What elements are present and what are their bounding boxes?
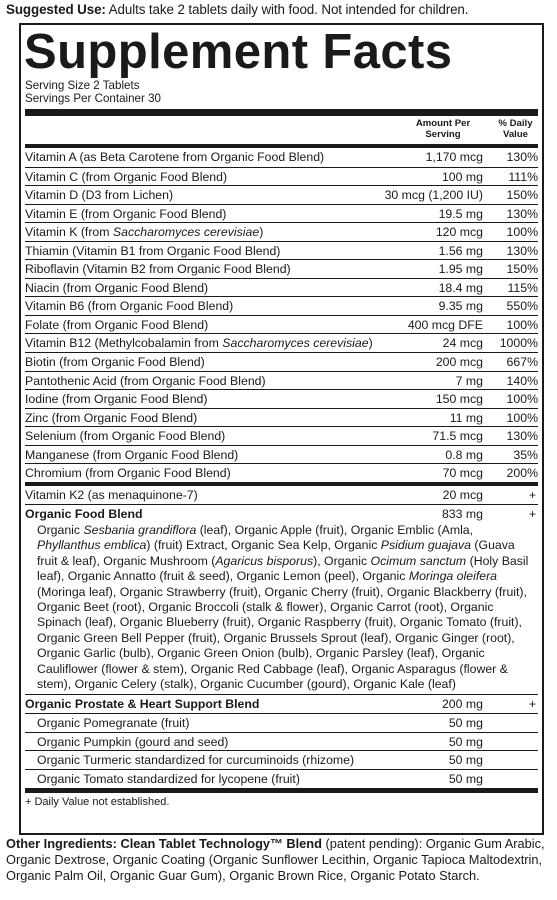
nutrient-name: Vitamin K (from Saccharomyces cerevisiae) [25, 225, 264, 240]
nutrient-amount: 20 mcg [442, 487, 483, 502]
nutrient-dv: 100% [506, 317, 538, 332]
nutrient-name: Thiamin (Vitamin B1 from Organic Food Blend) [25, 243, 281, 258]
nutrient-dv: 111% [508, 169, 538, 184]
blend-dv: + [528, 507, 536, 522]
table-row [25, 148, 538, 167]
table-row [25, 389, 538, 408]
nutrient-name: Manganese (from Organic Food Blend) [25, 447, 239, 462]
panel-title: Supplement Facts [24, 25, 453, 79]
table-row [25, 259, 538, 278]
ingredient-name: Organic Pomegranate (fruit) [37, 715, 190, 730]
nutrient-dv: 100% [506, 410, 538, 425]
nutrient-amount: 120 mcg [435, 225, 483, 240]
nutrient-dv: 140% [506, 373, 538, 388]
blend-amount: 200 mg [441, 697, 483, 712]
ingredient-amount: 50 mg [448, 771, 483, 786]
table-row [25, 371, 538, 390]
nutrient-amount: 1.56 mg [438, 243, 483, 258]
nutrient-amount: 18.4 mg [438, 280, 483, 295]
nutrient-dv: 667% [506, 355, 538, 370]
nutrient-dv: 1000% [499, 336, 538, 351]
table-row [25, 769, 538, 788]
nutrient-dv: 150% [506, 262, 538, 277]
header-amount: Amount Per Serving [415, 118, 471, 140]
nutrient-amount: 200 mcg [435, 355, 483, 370]
table-row [25, 408, 538, 427]
nutrient-name: Vitamin C (from Organic Food Blend) [25, 169, 228, 184]
table-row [25, 352, 538, 371]
nutrient-amount: 9.35 mg [438, 299, 483, 314]
nutrient-name: Vitamin A (as Beta Carotene from Organic Food Blend) [25, 150, 325, 164]
nutrient-name: Pantothenic Acid (from Organic Food Blend) [25, 373, 266, 388]
table-row [25, 296, 538, 315]
nutrient-dv: 35% [513, 447, 538, 462]
nutrient-amount: 100 mg [441, 169, 483, 184]
nutrient-amount: 30 mcg (1,200 IU) [384, 188, 483, 203]
nutrient-dv: 130% [506, 206, 538, 221]
table-row [25, 732, 538, 751]
nutrient-amount: 1.95 mg [438, 262, 483, 277]
ingredient-name: Organic Tomato standardized for lycopene (fruit) [37, 771, 300, 786]
nutrient-dv: 130% [506, 429, 538, 444]
food-blend-ingredients: Organic Sesbania grandiflora (leaf), Organic Apple (fruit), Organic Emblic (Amla, Phyllanthus emblica) (fruit) Extract, Organic Sea Kelp, Organic Psidium guajava (Guava fruit & leaf), Organic Mushroom (Agaricus bisporus), Organic Ocimum sanctum (Holy Basil leaf), Organic Annatto (fruit & seed), Organic Lemon (peel), Organic Moringa oleifera (Moringa leaf), Organic Strawberry (fruit), Organic Cherry (fruit), Organic Blackberry (fruit), Organic Beet (root), Organic Broccoli (stalk & flower), Organic Carrot (root), Organic Spinach (leaf), Organic Blueberry (fruit), Organic Raspberry (fruit), Organic Tomato (fruit), Organic Green Bell Pepper (fruit), Organic Brussels Sprout (leaf), Organic Ginger (root), Organic Garlic (bulb), Organic Green Onion (bulb), Organic Parsley (leaf), Organic Cauliflower (flower & stem), Organic Red Cabbage (leaf), Organic Asparagus (flower & stem), Organic Celery (stalk), Organic Cucumber (gourd), Organic Kale (leaf) [37, 522, 529, 691]
nutrient-amount: 7 mg [455, 373, 483, 388]
blend-dv: + [528, 697, 536, 712]
nutrient-dv: 100% [506, 225, 538, 240]
nutrient-amount: 19.5 mg [438, 206, 483, 221]
table-row [25, 315, 538, 334]
ingredient-amount: 50 mg [448, 734, 483, 749]
nutrient-dv: 130% [506, 150, 538, 164]
nutrient-amount: 11 mg [449, 410, 483, 425]
nutrient-name: Selenium (from Organic Food Blend) [25, 429, 226, 444]
servings-per-container: Servings Per Container 30 [25, 91, 161, 105]
ingredient-amount: 50 mg [448, 715, 483, 730]
nutrient-name: Riboflavin (Vitamin B2 from Organic Food Blend) [25, 262, 291, 277]
vitamin-list [25, 148, 538, 482]
table-row-prostate-blend [25, 694, 538, 713]
table-row [25, 278, 538, 297]
nutrient-amount: 150 mcg [435, 392, 483, 407]
other-ingredients [6, 836, 554, 885]
table-row [25, 241, 538, 260]
table-row [25, 185, 538, 204]
nutrient-name: Chromium (from Organic Food Blend) [25, 466, 231, 481]
nutrient-name: Vitamin E (from Organic Food Blend) [25, 206, 227, 221]
nutrient-amount: 24 mcg [442, 336, 483, 351]
ingredient-name: Organic Turmeric standardized for curcuminoids (rhizome) [37, 753, 355, 768]
blend-name: Organic Prostate & Heart Support Blend [25, 697, 260, 712]
nutrient-amount: 1,170 mcg [425, 150, 483, 164]
nutrient-name: Vitamin B6 (from Organic Food Blend) [25, 299, 234, 314]
nutrient-dv: 550% [506, 299, 538, 314]
nutrient-name: Vitamin K2 (as menaquinone-7) [25, 487, 198, 502]
table-row [25, 204, 538, 223]
nutrient-dv: + [528, 487, 536, 502]
nutrient-name: Vitamin B12 (Methylcobalamin from Saccharomyces cerevisiae) [25, 336, 373, 351]
table-row [25, 167, 538, 186]
header-dv: % Daily Value [498, 118, 533, 140]
nutrient-dv: 100% [506, 392, 538, 407]
nutrient-amount: 400 mcg DFE [407, 317, 483, 332]
table-row [25, 426, 538, 445]
nutrient-name: Folate (from Organic Food Blend) [25, 317, 209, 332]
nutrient-amount: 70 mcg [442, 466, 483, 481]
suggested-use-text: Adults take 2 tablets daily with food. Not intended for children. [105, 2, 469, 17]
column-header [25, 116, 538, 144]
blend-amount: 833 mg [441, 507, 483, 522]
divider-thick [25, 109, 538, 116]
nutrient-dv: 150% [506, 188, 538, 203]
table-row [25, 463, 538, 482]
other-ingredients-label: Other Ingredients: Clean Tablet Technology™ Blend [6, 836, 322, 851]
table-row-k2 [25, 486, 538, 505]
nutrient-dv: 115% [507, 280, 538, 295]
suggested-use [6, 2, 554, 17]
nutrient-amount: 0.8 mg [445, 447, 483, 462]
footnote: + Daily Value not established. [25, 792, 538, 808]
table-row [25, 333, 538, 352]
serving-size: Serving Size 2 Tablets [25, 79, 140, 92]
nutrient-name: Niacin (from Organic Food Blend) [25, 280, 209, 295]
table-row [25, 445, 538, 464]
nutrient-name: Iodine (from Organic Food Blend) [25, 392, 208, 407]
table-row [25, 713, 538, 732]
ingredient-name: Organic Pumpkin (gourd and seed) [37, 734, 229, 749]
nutrient-dv: 130% [506, 243, 538, 258]
other-ingredients-text: (patent pending): Organic Gum Arabic, Organic Dextrose, Organic Coating (Organic Sunflower Lecithin, Organic Tapioca Maltodextrin, Organic Palm Oil, Organic Guar Gum), Organic Brown Rice, Organic Potato Starch. [6, 836, 545, 884]
prostate-blend-items [25, 713, 538, 787]
supplement-facts-panel [19, 23, 544, 835]
nutrient-name: Zinc (from Organic Food Blend) [25, 410, 198, 425]
table-row-food-blend [25, 504, 538, 523]
suggested-use-label: Suggested Use: [6, 2, 106, 17]
table-row [25, 222, 538, 241]
nutrient-amount: 71.5 mcg [432, 429, 483, 444]
nutrient-dv: 200% [506, 466, 538, 481]
blend-name: Organic Food Blend [25, 507, 143, 522]
ingredient-amount: 50 mg [448, 753, 483, 768]
table-row [25, 750, 538, 769]
nutrient-name: Vitamin D (D3 from Lichen) [25, 188, 174, 203]
nutrient-name: Biotin (from Organic Food Blend) [25, 355, 205, 370]
